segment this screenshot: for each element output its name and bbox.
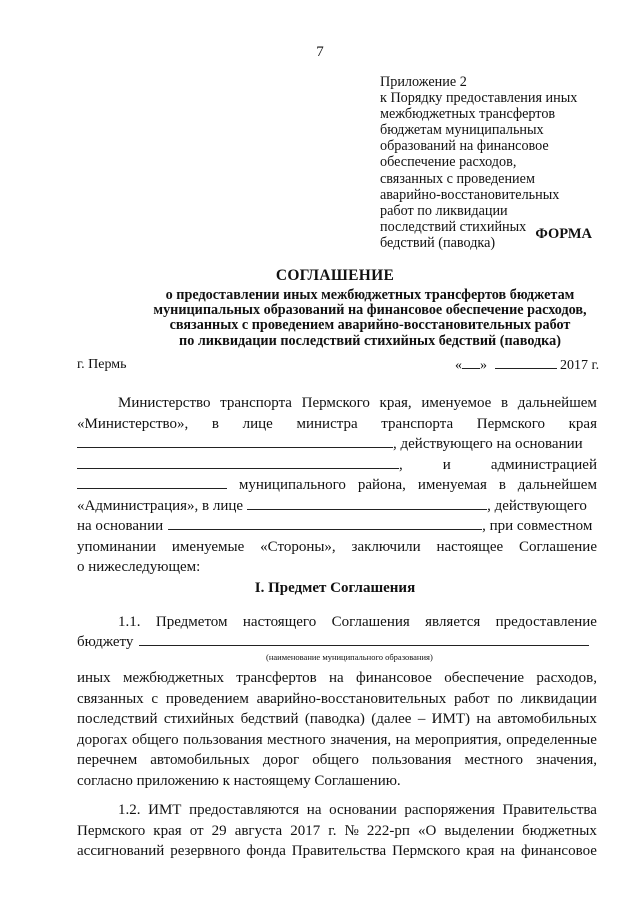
form-label: ФОРМА	[535, 226, 592, 242]
day-blank[interactable]	[462, 355, 480, 369]
text-line: дорогах общего пользования местного значения, на мероприятия, определенные	[77, 732, 597, 748]
section-title: I. Предмет Соглашения	[254, 580, 416, 596]
text-line: , действующего на основании	[77, 434, 597, 455]
text-line: «Администрация», в лице , действующего	[77, 498, 587, 514]
appendix-line: образований на финансовое	[380, 138, 549, 155]
text-line: упоминании именуемые «Стороны», заключили настоящее Соглашение	[77, 539, 597, 555]
text-line: ассигнований резервного фонда Правительства Пермского края на финансовое	[77, 843, 597, 859]
appendix-line: последствий стихийных	[380, 218, 527, 235]
appendix-line: к Порядку предоставления иных	[380, 90, 578, 107]
municipality-name-blank[interactable]	[139, 632, 589, 646]
text-line: Пермского края от 29 августа 2017 г. № 222-рп «О выделении бюджетных	[77, 823, 597, 839]
appendix-line: работ по ликвидации	[380, 202, 508, 219]
text-line: последствий стихийных бедствий (паводка) (далее – ИМТ) на автомобильных	[77, 711, 597, 727]
subtitle-line: по ликвидации последствий стихийных бедствий (паводка)	[179, 332, 561, 349]
document-title: СОГЛАШЕНИЕ	[275, 267, 395, 284]
appendix-line: связанных с проведением	[380, 170, 535, 187]
text-line: бюджету	[77, 632, 597, 653]
appendix-line: бедствий (паводка)	[380, 234, 496, 251]
text-line: иных межбюджетных трансфертов на финансовое обеспечение расходов,	[77, 670, 597, 686]
text-line: о нижеследующем:	[77, 559, 201, 575]
appendix-line: Приложение 2	[380, 74, 467, 90]
text-line: согласно приложению к настоящему Соглашению.	[77, 773, 401, 789]
appendix-line: межбюджетных трансфертов	[380, 106, 556, 123]
text-line: муниципального района, именуемая в дальнейшем	[77, 475, 597, 496]
minister-name-blank[interactable]	[77, 434, 393, 448]
subtitle-line: связанных с проведением аварийно-восстановительных работ	[169, 317, 571, 334]
text-line: на основании , при совместном	[77, 518, 593, 534]
text-line: перечнем автомобильных дорог общего пользования местного значения,	[77, 752, 597, 768]
month-blank[interactable]	[495, 355, 557, 369]
admin-basis-blank[interactable]	[168, 516, 482, 530]
text-line: «Министерство», в лице министра транспорта Пермского края	[77, 416, 597, 432]
page-number: 7	[316, 44, 324, 60]
text-line: связанных с проведением аварийно-восстановительных работ по ликвидации	[77, 691, 597, 707]
text-line: Министерство транспорта Пермского края, именуемое в дальнейшем	[118, 395, 597, 411]
city: г. Пермь	[77, 357, 127, 372]
blank-caption: (наименование муниципального образования)	[266, 652, 433, 662]
text-line: , и администрацией	[77, 455, 597, 476]
appendix-line: аварийно-восстановительных	[380, 186, 560, 203]
ministry-basis-blank[interactable]	[77, 455, 399, 469]
appendix-line: обеспечение расходов,	[380, 154, 517, 171]
subtitle-line: муниципальных образований на финансовое обеспечение расходов,	[153, 302, 587, 319]
text-line: 1.2. ИМТ предоставляются на основании распоряжения Правительства	[118, 802, 597, 818]
subtitle-line: о предоставлении иных межбюджетных трансфертов бюджетам	[165, 287, 575, 303]
appendix-line: бюджетам муниципальных	[380, 122, 544, 139]
document-subtitle	[60, 288, 640, 349]
date-line: « » 2017 г.	[455, 355, 599, 374]
text-line: 1.1. Предметом настоящего Соглашения является предоставление	[118, 614, 597, 630]
district-name-blank[interactable]	[77, 475, 227, 489]
appendix-header	[380, 74, 610, 251]
admin-representative-blank[interactable]	[247, 496, 487, 510]
